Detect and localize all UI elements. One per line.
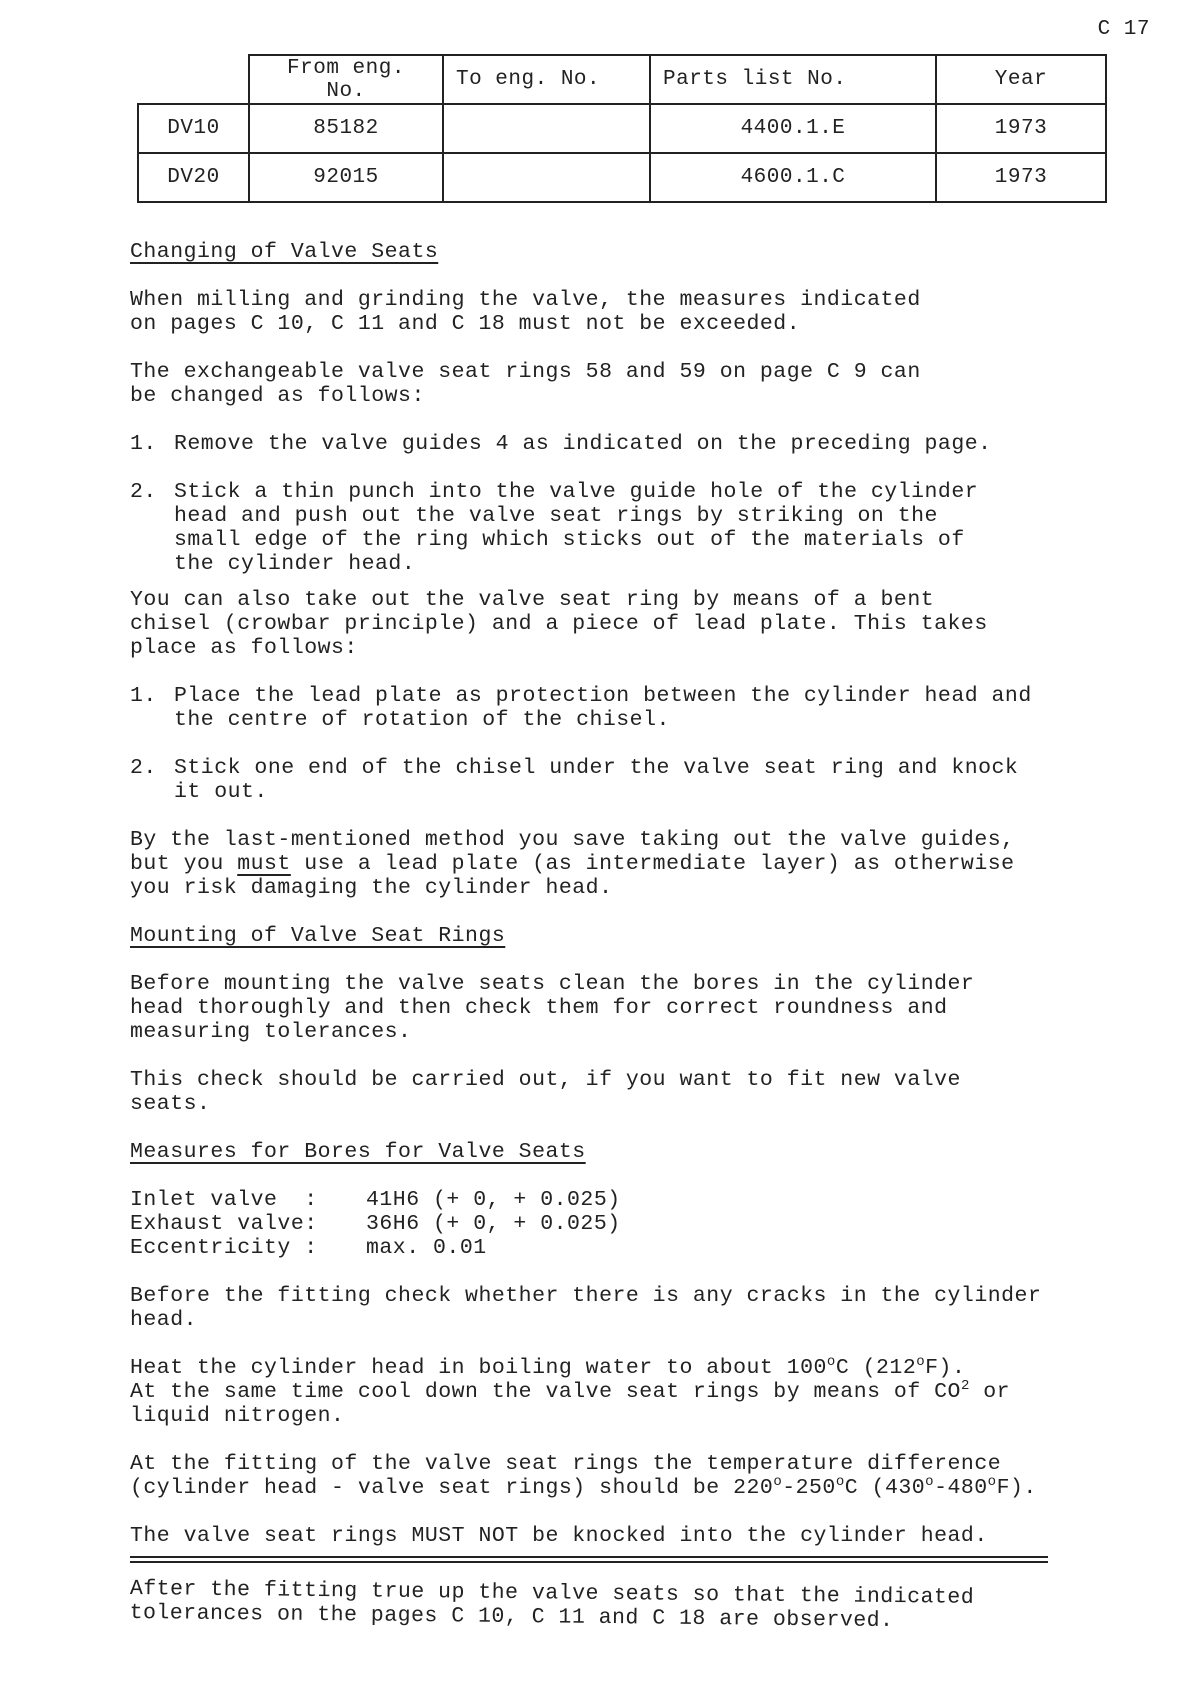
measure-value: 36H6 (+ 0, + 0.025) xyxy=(366,1212,621,1236)
paragraph-heat xyxy=(130,1353,1140,1428)
paragraph-final: After the fitting true up the valve seats so that the indicated tolerances on the pages C 10, C 11 and C 18 are observed. xyxy=(129,1577,975,1633)
paragraph: Before the fitting check whether there is any cracks in the cylinder head. xyxy=(130,1284,1042,1332)
text-span: -480 xyxy=(934,1476,988,1500)
degree-superscript: o xyxy=(916,1353,926,1370)
table-cell-from: 85182 xyxy=(249,104,443,153)
list-item xyxy=(130,432,1140,456)
table-cell-parts-list: 4600.1.C xyxy=(650,153,936,202)
text-span: By the last-mentioned method you save taking out the valve guides, but you xyxy=(130,828,1015,876)
table-cell-from: 92015 xyxy=(249,153,443,202)
table-row xyxy=(138,104,1106,153)
measure-label: Inlet valve : xyxy=(130,1188,318,1212)
table-cell-model: DV20 xyxy=(138,153,249,202)
measure-value: 41H6 (+ 0, + 0.025) xyxy=(366,1188,621,1212)
paragraph: This check should be carried out, if you want to fit new valve seats. xyxy=(130,1068,961,1116)
warning-text: The valve seat rings MUST NOT be knocked into the cylinder head. xyxy=(130,1524,988,1548)
degree-superscript: o xyxy=(835,1473,845,1490)
degree-superscript: o xyxy=(826,1353,836,1370)
text-span: F). xyxy=(996,1476,1037,1500)
paragraph: The exchangeable valve seat rings 58 and 59 on page C 9 can be changed as follows: xyxy=(130,360,921,408)
table-header-to: To eng. No. xyxy=(443,55,650,104)
section-heading-mounting: Mounting of Valve Seat Rings xyxy=(130,924,506,948)
text-span: At the same time cool down the valve seat rings by means of CO xyxy=(130,1380,961,1404)
list-item xyxy=(130,684,1140,732)
measure-value: max. 0.01 xyxy=(366,1236,487,1260)
list-item-number: 1. xyxy=(130,432,157,456)
degree-superscript: o xyxy=(773,1473,783,1490)
paragraph: Before mounting the valve seats clean the bores in the cylinder head thoroughly and then check them for correct roundness and measuring tolerances. xyxy=(130,972,975,1044)
text-span: F). xyxy=(925,1356,966,1380)
list-item-text: Stick a thin punch into the valve guide hole of the cylinder head and push out the valve seat rings by striking on the small edge of the ring which sticks out of the materials of the cylinder head. xyxy=(174,480,979,576)
table-cell-to xyxy=(443,104,650,153)
emphasis-must: must xyxy=(237,852,291,876)
measures-list xyxy=(130,1188,1140,1260)
list-item-number: 2. xyxy=(130,480,157,504)
paragraph: You can also take out the valve seat ring by means of a bent chisel (crowbar principle) and a piece of lead plate. This takes place as follows: xyxy=(130,588,988,660)
text-span: -250 xyxy=(782,1476,836,1500)
degree-superscript: o xyxy=(925,1473,935,1490)
section-heading-measures: Measures for Bores for Valve Seats xyxy=(130,1140,586,1164)
table-header-year: Year xyxy=(936,55,1106,104)
text-span: use a lead plate (as intermediate layer) as otherwise you risk damaging the cylinder head. xyxy=(130,852,1015,900)
list-item xyxy=(130,480,1140,576)
text-span: C (212 xyxy=(835,1356,917,1380)
measure-label: Exhaust valve: xyxy=(130,1212,318,1236)
text-span: or liquid nitrogen. xyxy=(130,1380,1011,1428)
list-item xyxy=(130,756,1140,804)
text-span: Heat the cylinder head in boiling water to about 100 xyxy=(130,1356,827,1380)
table-cell-to xyxy=(443,153,650,202)
list-item-text: Remove the valve guides 4 as indicated on the preceding page. xyxy=(174,432,992,456)
document-body xyxy=(129,240,1140,1633)
section-heading-changing: Changing of Valve Seats xyxy=(130,240,439,264)
list-item-number: 1. xyxy=(130,684,157,708)
measure-label: Eccentricity : xyxy=(130,1236,318,1260)
table-row xyxy=(138,153,1106,202)
engine-parts-table xyxy=(137,54,1107,203)
paragraph-lead-plate xyxy=(130,828,1140,900)
table-header-row xyxy=(138,55,1106,104)
text-span: At the fitting of the valve seat rings the temperature difference (cylinder head - valve seat rings) should be 220 xyxy=(130,1452,1002,1500)
paragraph: When milling and grinding the valve, the measures indicated on pages C 10, C 11 and C 18 must not be exceeded. xyxy=(130,288,921,336)
list-item-number: 2. xyxy=(130,756,157,780)
list-item-text: Stick one end of the chisel under the valve seat ring and knock it out. xyxy=(174,756,1019,804)
table-header-from: From eng. No. xyxy=(249,55,443,104)
table-cell-parts-list: 4400.1.E xyxy=(650,104,936,153)
list-item-text: Place the lead plate as protection between the cylinder head and the centre of rotation of the chisel. xyxy=(174,684,1032,732)
table-header-parts-list: Parts list No. xyxy=(650,55,936,104)
degree-superscript: o xyxy=(987,1473,997,1490)
paragraph-temperature xyxy=(130,1452,1140,1500)
page-number: C 17 xyxy=(1097,18,1150,41)
table-cell-year: 1973 xyxy=(936,153,1106,202)
table-cell-model: DV10 xyxy=(138,104,249,153)
text-span: C (430 xyxy=(844,1476,926,1500)
double-underline xyxy=(130,1556,1048,1563)
subscript-2: 2 xyxy=(960,1377,970,1394)
table-cell-year: 1973 xyxy=(936,104,1106,153)
table-header-blank xyxy=(138,55,249,104)
